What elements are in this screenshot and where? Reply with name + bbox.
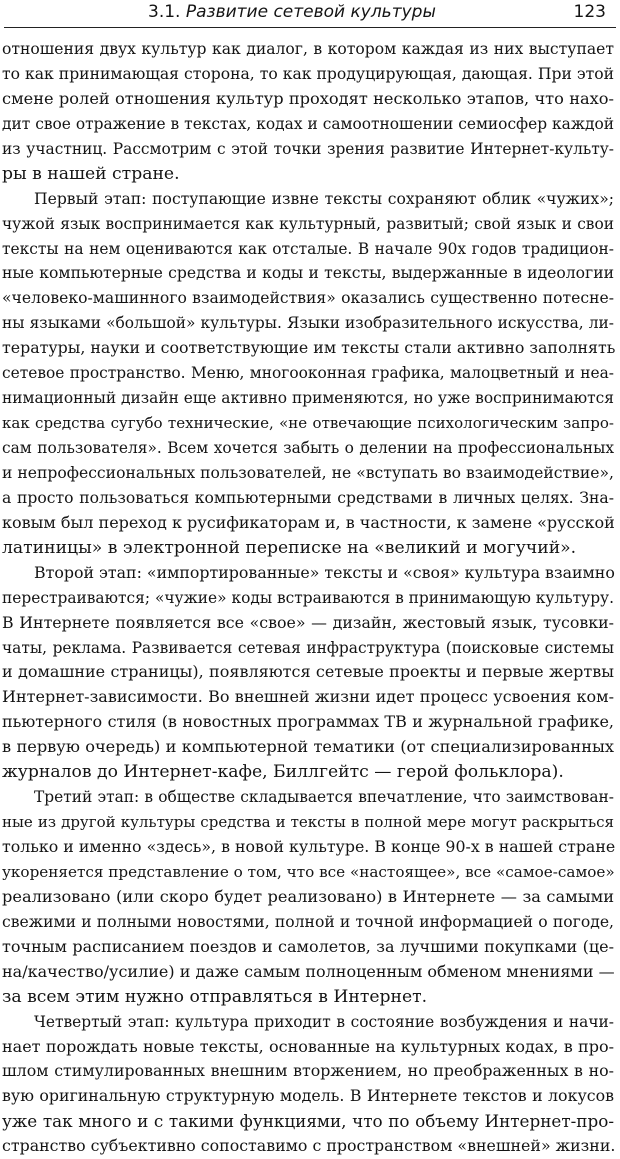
text-line: В Интернете появляется все «свое» — дизайн, жестовый язык, тусовки- xyxy=(2,612,614,632)
text-line: странство субъективно сопоставимо с пространством «внешней» жизни. xyxy=(2,1136,616,1156)
text-line: смене ролей отношения культур проходят несколько этапов, что нахо- xyxy=(2,88,614,108)
text-line: уже так много и с такими функциями, что по объему Интернет-про- xyxy=(2,1111,614,1132)
text-line: ные компьютерные средства и коды и тексты, выдержанные в идеологии xyxy=(2,264,614,283)
text-line: в первую очередь) и компьютерной тематики (от специализированных xyxy=(2,737,614,757)
text-line: пьютерного стиля (в новостных программах ТВ и журнальной графике, xyxy=(2,712,614,732)
text-line: ные из другой культуры средства и тексты в полной мере могут раскрыться xyxy=(2,813,614,832)
text-line: тературы, науки и соответствующие им тексты стали активно заполнять xyxy=(2,338,616,358)
section-title: Развитие сетевой культуры xyxy=(185,2,436,22)
text-line: перестраиваются; «чужие» коды встраиваются в принимающую культуру. xyxy=(2,588,614,607)
text-line: тексты на нем оцениваются как отсталые. В начале 90х годов традицион- xyxy=(2,239,614,258)
text-line: шлом стимулированных внешним вторжением, но преображенных в но- xyxy=(2,1061,614,1081)
text-line: сетевое пространство. Меню, многооконная графика, малоцветный и неа- xyxy=(2,364,614,383)
paragraph-first-line: Второй этап: «импортированные» тексты и «своя» культура взаимно xyxy=(34,562,615,582)
text-line: вую оригинальную структурную модель. В Интернете текстов и локусов xyxy=(2,1086,614,1106)
text-line: свежими и полными новостями, полной и точной информацией о погоде, xyxy=(2,912,614,931)
text-line: на/качество/усилие) и даже самым полноценным обменом мнениями — xyxy=(2,961,615,981)
text-line: чаты, реклама. Развивается сетевая инфраструктура (поисковые системы xyxy=(2,638,614,657)
running-head xyxy=(148,2,436,22)
page-header xyxy=(0,0,620,30)
page-number: 123 xyxy=(573,2,606,22)
section-number: 3.1. xyxy=(148,2,181,22)
text-line: Интернет-зависимости. Во внешней жизни идет процесс усвоения ком- xyxy=(2,687,614,707)
text-line: латиницы» в электронной переписке на «великий и могучий». xyxy=(2,537,577,558)
paragraph-first-line: Третий этап: в обществе складывается впечатление, что заимствован- xyxy=(34,788,614,807)
text-line: и домашние страницы), появляются сетевые проекты и первые жертвы xyxy=(2,662,614,682)
text-line: ны языками «большой» культуры. Языки изобразительного искусства, ли- xyxy=(2,314,614,333)
text-line: и непрофессиональных пользователей, не «вступать во взаимодействие», xyxy=(2,463,614,482)
text-line: реализовано (или скоро будет реализовано) в Интернете — за самыми xyxy=(2,886,614,906)
text-line: как средства сугубо технические, «не отвечающие психологическим запро- xyxy=(2,414,614,433)
text-line: только и именно «здесь», в новой культуре. В конце 90-х в нашей стране xyxy=(2,837,616,856)
text-line: а просто пользоваться компьютерными средствами в личных целях. Зна- xyxy=(2,488,614,507)
header-rule xyxy=(4,27,616,28)
text-line: за всем этим нужно отправляться в Интернет. xyxy=(2,986,428,1007)
text-line: сам пользователя». Всем хочется забыть о делении на профессиональных xyxy=(2,439,614,457)
text-line: точным расписанием поездов и самолетов, за лучшими покупками (це- xyxy=(2,936,614,956)
paragraph-first-line: Четвертый этап: культура приходит в состояние возбуждения и начи- xyxy=(34,1012,614,1031)
text-line: нает порождать новые тексты, основанные на культурных кодах, в про- xyxy=(2,1036,614,1056)
text-line: укореняется представление о том, что все «настоящее», все «самое-самое» xyxy=(2,862,615,881)
text-line: журналов до Интернет-кафе, Биллгейтс — герой фольклора). xyxy=(2,762,564,783)
text-line: отношения двух культур как диалог, в котором каждая из них выступает xyxy=(2,40,614,58)
paragraph-first-line: Первый этап: поступающие извне тексты сохраняют облик «чужих»; xyxy=(34,189,614,208)
text-line: из участниц. Рассмотрим с этой точки зрения развитие Интернет-культу- xyxy=(2,139,614,158)
text-line: чужой язык воспринимается как культурный, развитый; свой язык и свои xyxy=(2,214,614,233)
text-line: нимационный дизайн еще активно применяются, но уже воспринимаются xyxy=(2,389,614,408)
text-line: то как принимающая сторона, то как продуцирующая, дающая. При этой xyxy=(2,64,614,83)
body-text xyxy=(0,37,620,1159)
text-line: ры в нашей стране. xyxy=(2,163,180,184)
text-line: дит свое отражение в текстах, кодах и самоотношении семиосфер каждой xyxy=(2,114,614,133)
text-line: «человеко-машинного взаимодействия» оказались существенно потесне- xyxy=(2,289,614,308)
text-line: ковым был переход к русификаторам и, в частности, к замене «русской xyxy=(2,512,615,532)
